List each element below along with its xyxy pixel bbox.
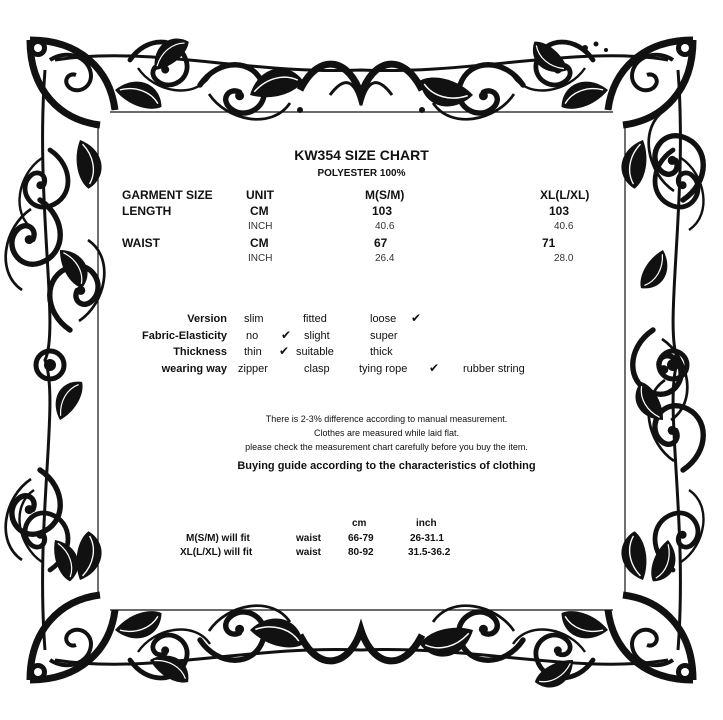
note-difference: There is 2-3% difference according to manual measurement. xyxy=(265,414,508,424)
row-length-inch-unit: INCH xyxy=(248,221,273,232)
attr-wearing-zipper: zipper xyxy=(238,363,268,375)
attr-elasticity-slight: slight xyxy=(304,330,330,342)
attr-thickness-thin: thin xyxy=(244,346,262,358)
attr-thickness-suitable: suitable xyxy=(296,346,334,358)
row-waist-label: WAIST xyxy=(122,236,160,250)
attr-version-loose: loose xyxy=(370,313,397,325)
attr-version-slim: slim xyxy=(244,313,264,325)
row-waist-unit: CM xyxy=(250,236,269,250)
row-waist-inch-unit: INCH xyxy=(248,253,273,264)
note-laid-flat: Clothes are measured while laid flat. xyxy=(313,428,460,438)
fit-row-xl-cm: 80-92 xyxy=(348,547,374,558)
fit-header-inch: inch xyxy=(416,518,437,529)
attr-wearing-tying-rope: tying rope xyxy=(359,363,408,375)
row-waist-m: 67 xyxy=(374,236,388,250)
attr-wearing-rubber-string: rubber string xyxy=(463,363,525,375)
row-waist-inch-m: 26.4 xyxy=(375,253,395,264)
attr-elasticity-no: no xyxy=(246,330,259,342)
fit-row-m-part: waist xyxy=(296,533,322,544)
row-length-inch-m: 40.6 xyxy=(375,221,395,232)
chart-title: KW354 SIZE CHART xyxy=(294,147,429,163)
fit-header-cm: cm xyxy=(352,518,367,529)
fit-row-m-cm: 66-79 xyxy=(348,533,374,544)
row-length-inch-xl: 40.6 xyxy=(554,221,574,232)
fit-row-m-inch: 26-31.1 xyxy=(410,533,444,544)
row-waist-xl: 71 xyxy=(542,236,556,250)
check-mark-icon: ✔ xyxy=(429,361,440,375)
attr-version-label: Version xyxy=(187,313,227,325)
fit-row-m-size: M(S/M) will fit xyxy=(186,533,250,544)
attr-thickness-label: Thickness xyxy=(173,346,227,358)
check-mark-icon: ✔ xyxy=(279,344,290,358)
fit-row-xl-inch: 31.5-36.2 xyxy=(408,547,451,558)
row-length-label: LENGTH xyxy=(122,204,172,218)
header-garment-size: GARMENT SIZE xyxy=(122,188,213,202)
row-waist-inch-xl: 28.0 xyxy=(554,253,574,264)
header-size-m: M(S/M) xyxy=(365,188,405,202)
attr-version-fitted: fitted xyxy=(303,313,327,325)
note-check-chart: please check the measurement chart carefully before you buy the item. xyxy=(245,442,528,452)
header-size-xl: XL(L/XL) xyxy=(540,188,590,202)
attr-wearing-clasp: clasp xyxy=(304,363,330,375)
fit-row-xl-part: waist xyxy=(296,547,322,558)
material-label: POLYESTER 100% xyxy=(317,168,406,179)
attr-thickness-thick: thick xyxy=(370,346,393,358)
row-length-unit: CM xyxy=(250,204,269,218)
row-length-xl: 103 xyxy=(549,204,570,218)
attr-elasticity-label: Fabric-Elasticity xyxy=(142,330,227,342)
row-length-m: 103 xyxy=(372,204,393,218)
header-unit: UNIT xyxy=(246,188,274,202)
attr-wearing-label: wearing way xyxy=(161,363,227,375)
fit-row-xl-size: XL(L/XL) will fit xyxy=(180,547,253,558)
check-mark-icon: ✔ xyxy=(411,311,422,325)
attr-elasticity-super: super xyxy=(370,330,398,342)
check-mark-icon: ✔ xyxy=(281,328,292,342)
buying-guide-title: Buying guide according to the characteristics of clothing xyxy=(237,460,536,472)
